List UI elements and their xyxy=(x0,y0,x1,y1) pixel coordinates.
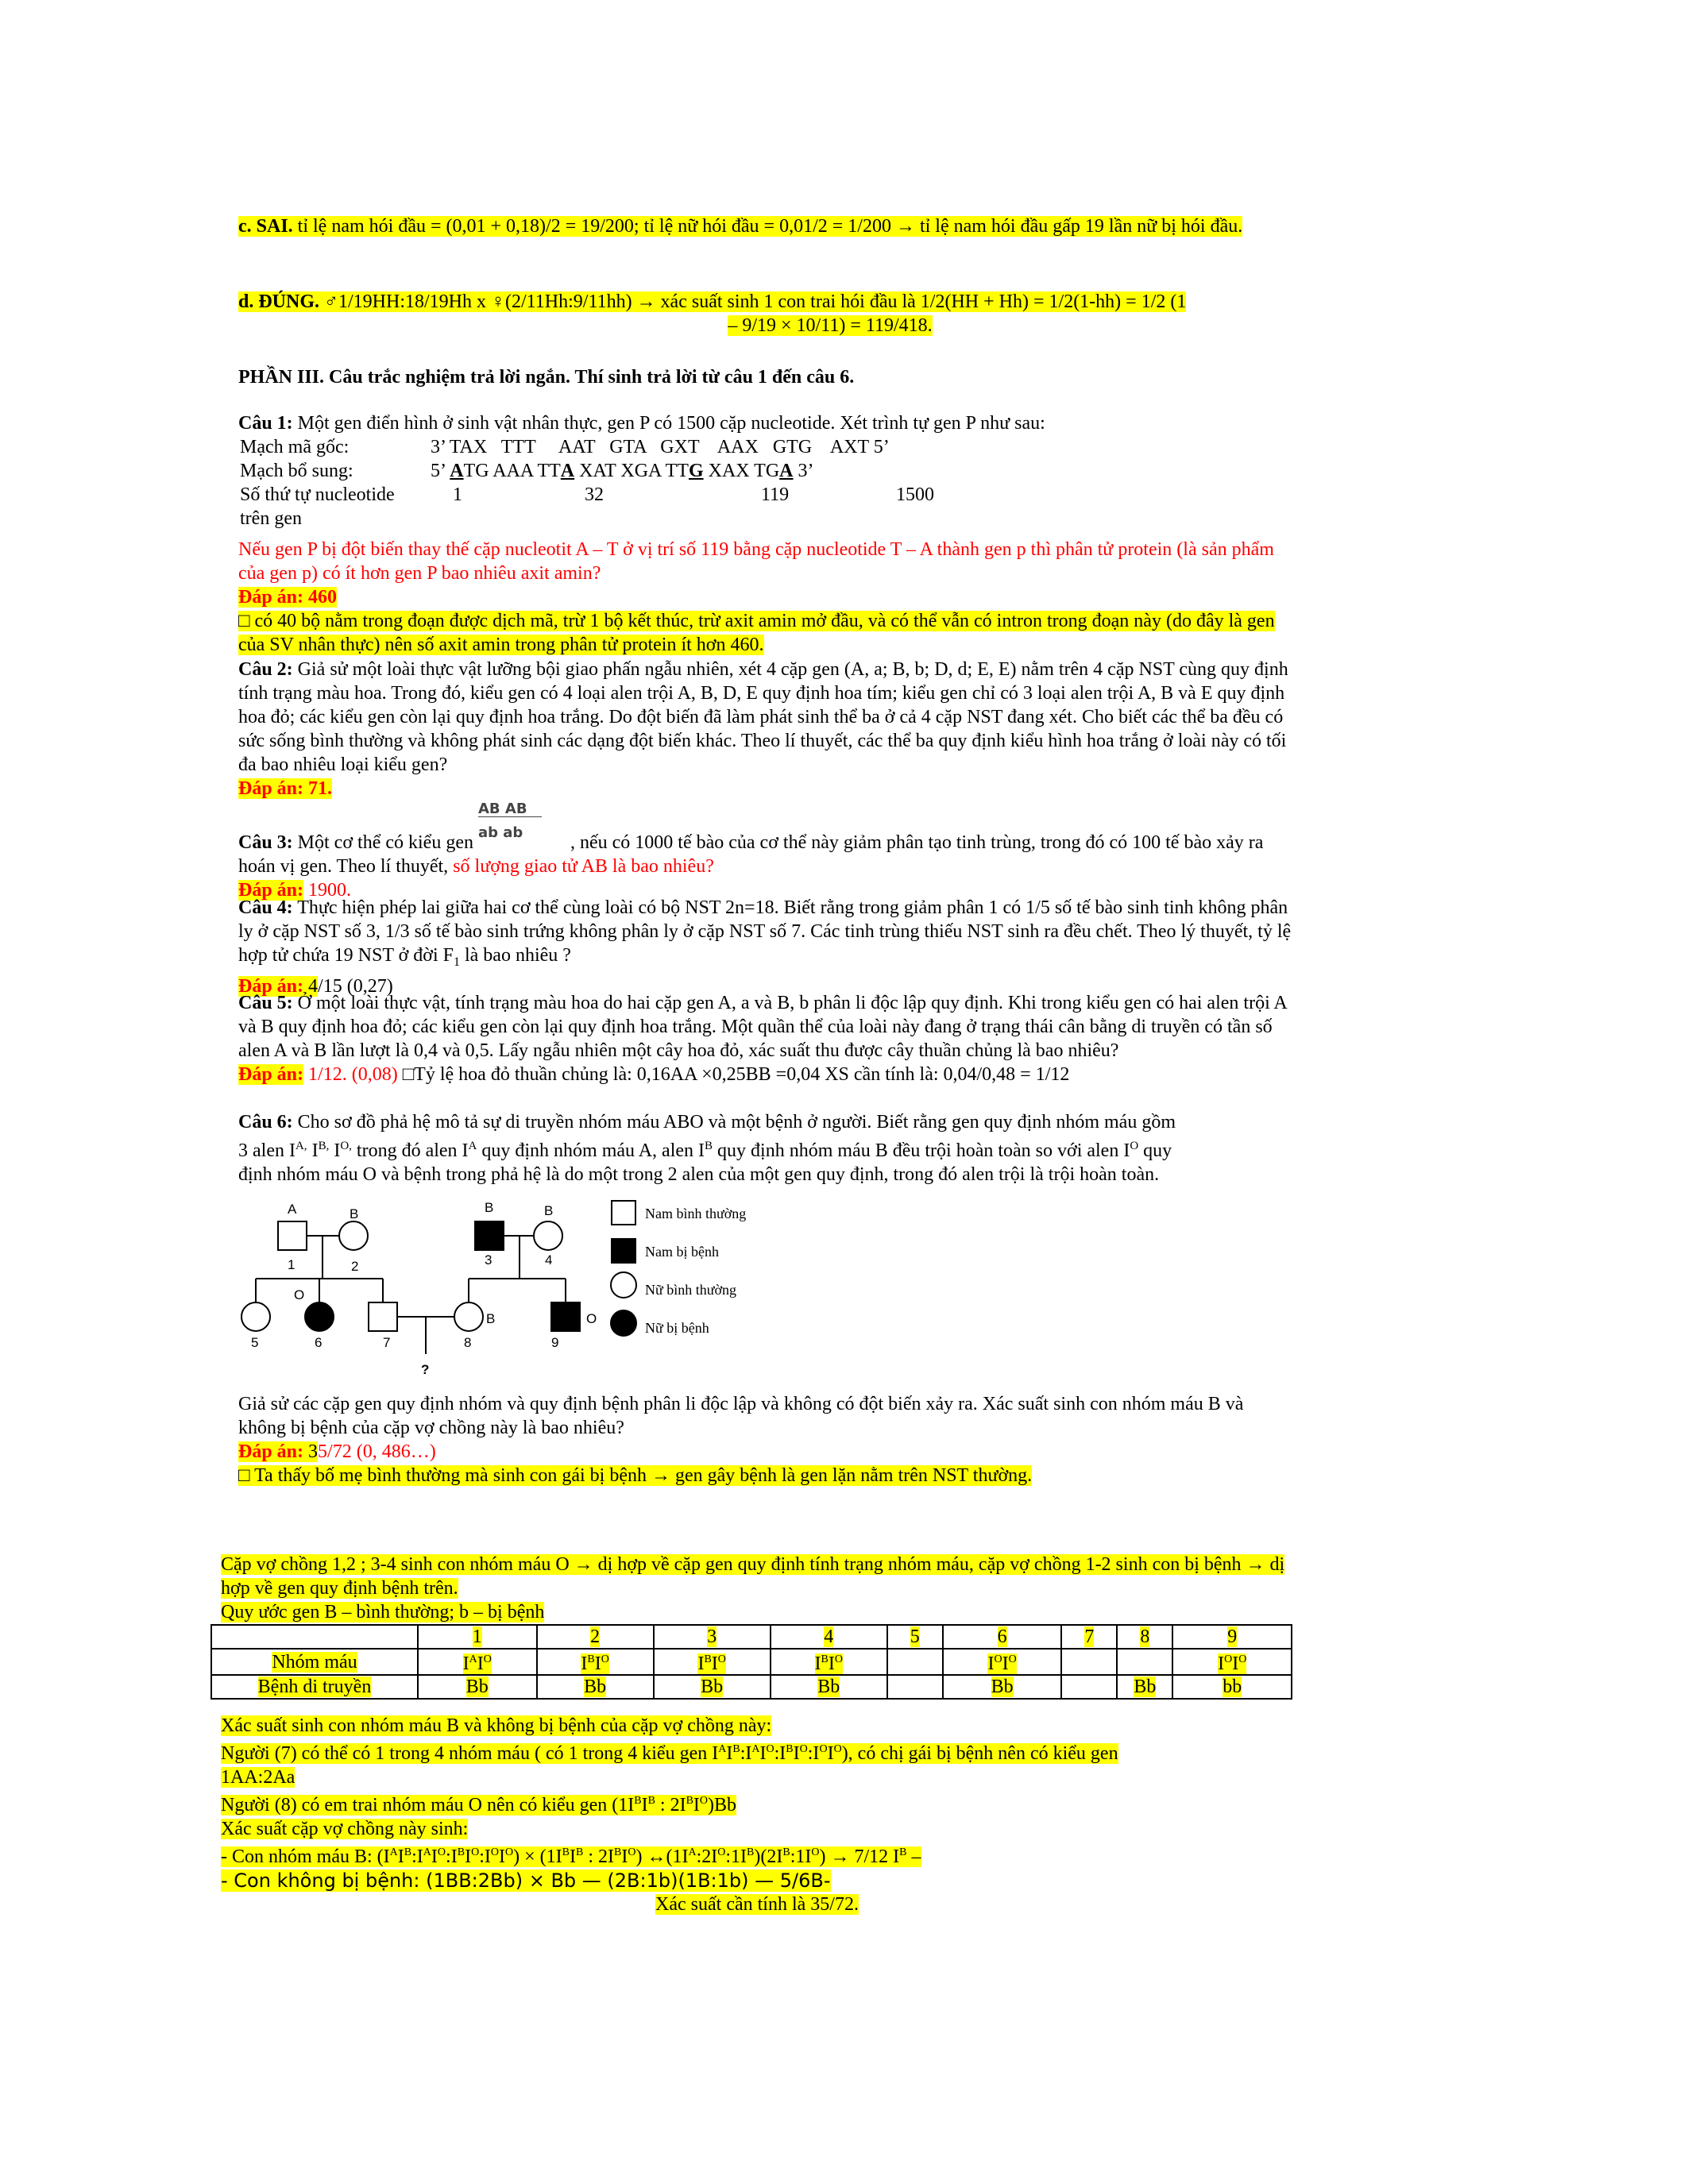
person-8-female xyxy=(454,1302,483,1331)
q6-text1: Cho sơ đồ phả hệ mô tả sự di truyền nhóm máu ABO và một bệnh ở người. Biết rằng gen quy định nhóm máu gồm xyxy=(292,1112,1176,1133)
solution-s7: - Con không bị bệnh: (1BB:2Bb) × Bb — (2B:1b)(1B:1b) — 5/6B- xyxy=(221,1870,831,1892)
q4-sub: 1 xyxy=(453,955,460,969)
person-4-female xyxy=(534,1221,562,1250)
row2-seq: 5’ ATG AAA TTA XAT XGA TTG XAX TGA 3’ xyxy=(431,461,814,481)
legend-female-normal-icon xyxy=(611,1272,636,1298)
label-g8: B xyxy=(486,1311,496,1326)
q4 xyxy=(238,896,1295,998)
label-n9: 9 xyxy=(551,1335,559,1350)
label-g4: B xyxy=(544,1203,554,1218)
label-n3: 3 xyxy=(485,1252,492,1268)
q1-explain: □ có 40 bộ nằm trong đoạn được dịch mã, trừ 1 bộ kết thúc, trừ axit amin mở đầu, và có thể vẫn có intron trong đoạn này (do đây là gen của SV nhân thực) nên số axit amin trong phân tử protein ít hơn 460. xyxy=(238,611,1275,655)
genotype-bottom: ab ab xyxy=(477,824,523,841)
q2 xyxy=(238,658,1295,801)
legend-male-normal-icon xyxy=(612,1201,635,1225)
label-n8: 8 xyxy=(464,1335,472,1350)
q6-label: Câu 6: xyxy=(238,1112,293,1133)
item-c xyxy=(238,214,1295,238)
q1-sequence-block xyxy=(240,435,1273,531)
q4-text: Thực hiện phép lai giữa hai cơ thể cùng loài có bộ NST 2n=18. Biết rằng trong giảm phân 1 có 1/5 số tế bào sinh tinh không phân ly ở cặp NST số 3, 1/3 số tế bào sinh trứng không phân ly ở cặp NST số 7. Các tinh trùng thiếu NST sinh ra đều chết. Theo lý thuyết, tỷ lệ hợp tử chứa 19 NST ở đời F xyxy=(238,897,1292,966)
person-1-male xyxy=(278,1221,307,1250)
q5-text: Ở một loài thực vật, tính trạng màu hoa do hai cặp gen A, a và B, b phân li độc lập quy định. Khi trong kiểu gen có hai alen trội A và B quy định hoa đỏ; các kiểu gen còn lại quy định hoa trắng. Một quần thể của loài này đang ở trạng thái cân bằng di truyền có tần số alen A và B lần lượt là 0,4 và 0,5. Lấy ngẫu nhiên một cây hoa đỏ, xác suất thu được cây thuần chủng là bao nhiêu? xyxy=(238,993,1287,1061)
q3-label: Câu 3: xyxy=(238,832,293,853)
label-g2: B xyxy=(350,1206,359,1221)
table-header-row: 1 2 3 4 5 6 7 8 9 xyxy=(211,1625,1292,1649)
pedigree-chart xyxy=(230,1183,866,1382)
person-6-female-affected xyxy=(305,1302,334,1331)
row3-label2: trên gen xyxy=(240,508,302,529)
q3-text2: , nếu có 1000 tế bào của cơ thể này giảm phân tạo tinh trùng, trong đó có 100 tế bào xảy ra hoán vị gen. Theo lí thuyết, xyxy=(238,832,1264,877)
q5 xyxy=(238,991,1295,1086)
label-n1: 1 xyxy=(288,1257,295,1272)
row2-label: Mạch bổ sung: xyxy=(240,461,353,481)
row3-label: Số thứ tự nucleotide xyxy=(240,484,395,505)
q1-question xyxy=(238,538,1295,657)
label-n4: 4 xyxy=(545,1252,553,1268)
label-g1: A xyxy=(288,1202,297,1217)
q2-answer-label: Đáp án: xyxy=(238,778,304,799)
label-g6: O xyxy=(294,1287,305,1302)
q4-answer-hl: 4 xyxy=(303,975,319,997)
pos-32: 32 xyxy=(585,484,604,505)
legend-female-normal: Nữ bình thường xyxy=(645,1282,737,1298)
q1-label: Câu 1: xyxy=(238,413,293,434)
q4-answer-label: Đáp án: xyxy=(238,975,304,997)
q6-explain: □ Ta thấy bố mẹ bình thường mà sinh con gái bị bệnh → gen gây bệnh là gen lặn nằm trên NST thường. xyxy=(238,1465,1033,1486)
q4-answer: /15 (0,27) xyxy=(318,975,393,997)
item-d-text2: – 9/19 × 10/11) = 119/418. xyxy=(728,315,933,336)
q3-answer: 1900. xyxy=(303,880,352,901)
q1-intro xyxy=(238,411,1295,435)
q3-text-red: số lượng giao tử AB là bao nhiêu? xyxy=(453,856,714,877)
q5-answer: 1/12. (0,08) xyxy=(303,1064,398,1085)
table-row-disease: Bệnh di truyền Bb Bb Bb Bb Bb Bb bb xyxy=(211,1675,1292,1699)
item-d-text: ♂1/19HH:18/19Hh x ♀(2/11Hh:9/11hh) → xác suất sinh 1 con trai hói đầu là 1/2(HH + Hh) = 1/2(1-hh) = 1/2 (1 xyxy=(319,291,1187,312)
q3 xyxy=(238,801,1295,902)
person-7-male xyxy=(369,1302,397,1331)
q6-text3: định nhóm máu O và bệnh trong phả hệ là do một trong 2 alen của một gen quy định, trong đó alen trội là trội hoàn toàn. xyxy=(238,1164,1160,1185)
legend-male-normal: Nam bình thường xyxy=(645,1206,747,1221)
q6: Câu 6: Cho sơ đồ phả hệ mô tả sự di truyền nhóm máu ABO và một bệnh ở người. Biết rằng gen quy định nhóm máu gồm 3 alen $I^{A,}$ $I^{B,}$ $I^{O,}$ trong đó alen $I^A$ quy định nhóm máu A, alen $I^B$ quy định nhóm máu B đều trội hoàn toàn so với alen $I^O$ quy định nhóm máu O và bệnh trong phả hệ là do một trong 2 alen của một gen quy định, trong đó alen trội là trội hoàn toàn. xyxy=(238,1110,1295,1187)
q6-after xyxy=(238,1392,1295,1488)
q6-after-text: Giả sử các cặp gen quy định nhóm và quy định bệnh phân li độc lập và không có đột biến xảy ra. Xác suất sinh con nhóm máu B và không bị bệnh của cặp vợ chồng này là bao nhiêu? xyxy=(238,1394,1244,1438)
label-question: ? xyxy=(421,1362,430,1377)
q6-answer-label: Đáp án: xyxy=(238,1441,304,1462)
pos-119: 119 xyxy=(761,484,790,505)
q5-label: Câu 5: xyxy=(238,993,293,1013)
q6-text2a: 3 alen I xyxy=(238,1140,295,1161)
q2-text: Giả sử một loài thực vật lưỡng bội giao phấn ngẫu nhiên, xét 4 cặp gen (A, a; B, b; D, d; E, E) nằm trên 4 cặp NST cùng quy định tính trạng màu hoa. Trong đó, kiểu gen có 4 loại alen trội A, B, D, E quy định hoa tím; kiểu gen chỉ có 3 loại alen trội A, B và E quy định hoa đỏ; các kiểu gen còn lại quy định hoa trắng. Do đột biến đã làm phát sinh thể ba ở cả 4 cặp NST đang xét. Cho biết các thể ba đều có sức sống bình thường và không phát sinh các dạng đột biến khác. Theo lí thuyết, các thể ba quy định kiểu hình hoa trắng ở loài này có tối đa bao nhiêu loại kiểu gen? xyxy=(238,659,1288,775)
solution-s8: Xác suất cần tính là 35/72. xyxy=(655,1894,859,1915)
solution-p1: Cặp vợ chồng 1,2 ; 3-4 sinh con nhóm máu O → dị hợp về cặp gen quy định tính trạng nhóm máu, cặp vợ chồng 1-2 sinh con bị bệnh → dị hợp về gen quy định bệnh trên. xyxy=(221,1554,1285,1599)
q3-text1: Một cơ thể có kiểu gen xyxy=(292,832,478,853)
pos-1: 1 xyxy=(453,484,462,505)
legend-male-affected-icon xyxy=(612,1239,635,1263)
q2-label: Câu 2: xyxy=(238,659,293,680)
person-9-male-affected xyxy=(551,1302,580,1331)
solution-p2: Quy ước gen B – bình thường; b – bị bệnh xyxy=(221,1602,545,1623)
item-c-label: c. SAI. xyxy=(238,216,293,237)
q3-answer-label: Đáp án: xyxy=(238,880,304,901)
solution-intro xyxy=(221,1553,1293,1624)
pos-1500: 1500 xyxy=(896,484,934,505)
genotype-top: AB AB xyxy=(477,801,527,817)
legend-male-affected: Nam bị bệnh xyxy=(645,1244,719,1260)
q6-answer-hl: 3 xyxy=(303,1441,319,1462)
row1-label: Mạch mã gốc: xyxy=(240,437,350,457)
item-d-label: d. ĐÚNG. xyxy=(238,291,320,312)
q2-answer: 71. xyxy=(303,778,333,799)
label-n2: 2 xyxy=(351,1259,359,1274)
genotype-fraction xyxy=(477,801,566,848)
solution-s3: 1AA:2Aa xyxy=(221,1767,295,1788)
solution-s5: Xác suất cặp vợ chồng này sinh: xyxy=(221,1819,469,1839)
q4-text-end: là bao nhiêu ? xyxy=(459,945,571,966)
label-g3: B xyxy=(485,1200,494,1215)
q5-explain: □Tỷ lệ hoa đỏ thuần chủng là: 0,16AA ×0,25BB =0,04 XS cần tính là: 0,04/0,48 = 1/12 xyxy=(397,1064,1070,1085)
q1-question-text: Nếu gen P bị đột biến thay thế cặp nucleotit A – T ở vị trí số 119 bằng cặp nucleotide T – A thành gen p thì phân tử protein (là sản phẩm của gen p) có ít hơn gen P bao nhiêu axit amin? xyxy=(238,539,1274,584)
q4-label: Câu 4: xyxy=(238,897,293,918)
label-g9: O xyxy=(586,1311,597,1326)
genotype-table xyxy=(211,1624,1292,1700)
row1-seq: 3’ TAX TTT AAT GTA GXT AAX GTG AXT 5’ xyxy=(431,437,890,457)
q1-answer: Đáp án: 460 xyxy=(238,587,338,608)
label-n5: 5 xyxy=(251,1335,259,1350)
person-5-female xyxy=(241,1302,270,1331)
q5-answer-label: Đáp án: xyxy=(238,1064,304,1085)
part3-title: PHẦN III. Câu trắc nghiệm trả lời ngắn. Thí sinh trả lời từ câu 1 đến câu 6. xyxy=(238,367,855,388)
q1-text: Một gen điển hình ở sinh vật nhân thực, gen P có 1500 cặp nucleotide. Xét trình tự gen P như sau: xyxy=(292,413,1045,434)
item-c-text: tỉ lệ nam hói đầu = (0,01 + 0,18)/2 = 19/200; tỉ lệ nữ hói đầu = 0,01/2 = 1/200 → tỉ lệ nam hói đầu gấp 19 lần nữ bị hói đầu. xyxy=(292,216,1243,237)
q6-answer: 5/72 (0, 486…) xyxy=(318,1441,436,1462)
label-n7: 7 xyxy=(383,1335,391,1350)
solution-s1: Xác suất sinh con nhóm máu B và không bị bệnh của cặp vợ chồng này: xyxy=(221,1715,772,1736)
item-d xyxy=(238,290,1295,338)
person-3-male-affected xyxy=(475,1221,504,1250)
legend-female-affected-icon xyxy=(611,1310,636,1336)
legend-female-affected: Nữ bị bệnh xyxy=(645,1320,709,1336)
label-n6: 6 xyxy=(315,1335,323,1350)
person-2-female xyxy=(339,1221,368,1250)
table-row-bloodgroup: Nhóm máu $I^AI^O$ $I^BI^O$ $I^BI^O$ $I^BI^O$ $I^OI^O$ $I^OI^O$ xyxy=(211,1649,1292,1675)
solution-calc: Xác suất sinh con nhóm máu B và không bị bệnh của cặp vợ chồng này: Người (7) có thể có 1 trong 4 nhóm máu ( có 1 trong 4 kiểu gen $I^AI^B:I^AI^O:I^BI^O:I^OI^O$), có chị gái bị bệnh nên có kiểu gen 1AA:2Aa Người (8) có em trai nhóm máu O nên có kiểu gen ($1I^BI^B$ : $2I^BI^O)Bb$ Xác suất cặp vợ chồng này sinh: - Con nhóm máu B: $(I^AI^B:I^AI^O:I^BI^O:I^OI^O) \times (1I^BI^B$ : $2I^BI^O$) $\leftrightarrow(1I^A:2I^O:1I^B)(2I^B:1I^O) \to 7/12$ $I^B$ – - Con không bị bệnh: (1BB:2Bb) × Bb — (2B:1b)(1B:1b) — 5/6B- Xác suất cần tính là 35/72. xyxy=(221,1715,1118,1915)
